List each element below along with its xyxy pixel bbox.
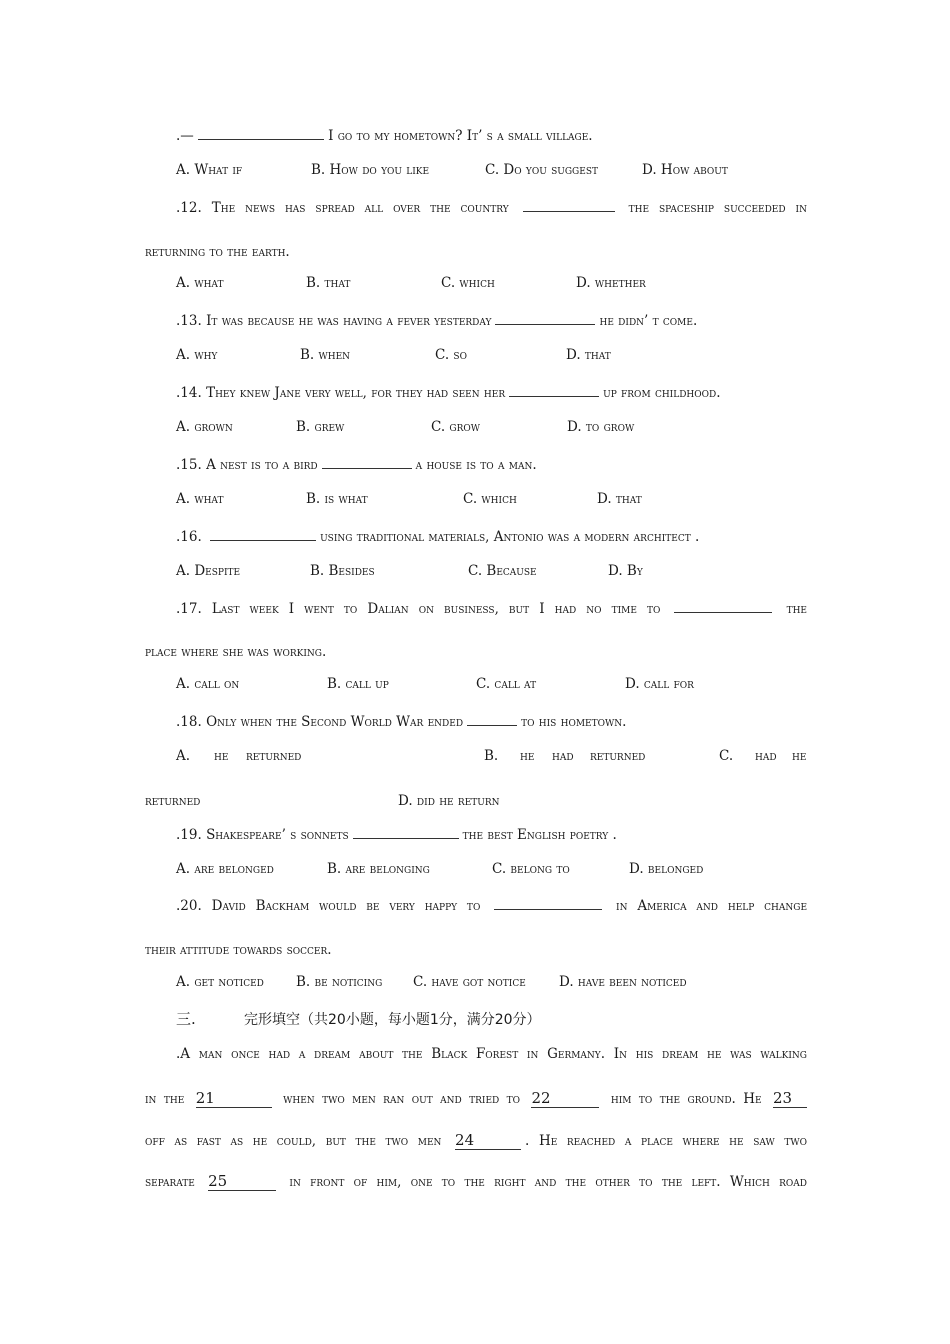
question-15-stem — [176, 454, 807, 474]
question-18-stem — [176, 711, 807, 731]
question-number: .19. — [176, 827, 202, 843]
question-19-options — [176, 860, 807, 878]
question-12-stem-cont: returning to the earth. — [145, 244, 290, 260]
answer-blank — [198, 125, 324, 140]
option-c: C. belong to — [492, 861, 570, 877]
answer-blank — [494, 895, 602, 910]
question-13-options — [176, 346, 807, 364]
option-c-word: he — [792, 748, 807, 764]
option-a: A. call on — [176, 676, 240, 692]
option-b: B. be noticing — [296, 974, 383, 990]
passage-line — [145, 1089, 807, 1108]
option-b-word: had — [552, 748, 574, 764]
question-15-options — [176, 490, 807, 508]
question-text: the spaceship succeeded in — [628, 200, 807, 216]
option-d: D. belonged — [629, 861, 704, 877]
option-d: D. whether — [576, 275, 646, 291]
passage-line — [145, 1172, 807, 1191]
answer-blank — [353, 824, 459, 839]
section-number: 三. — [176, 1010, 196, 1028]
option-a: A. Despite — [176, 563, 241, 579]
question-text: Only when the Second World War ended — [206, 714, 464, 730]
option-d: D. How about — [642, 162, 728, 178]
option-a: A. why — [176, 347, 218, 363]
option-c: C. grow — [431, 419, 481, 435]
question-text: up from childhood. — [603, 385, 721, 401]
cloze-blank-25: 25 — [208, 1172, 276, 1191]
option-c-word: returned — [145, 793, 201, 809]
option-b: B. is what — [306, 491, 368, 507]
option-d: D. call for — [625, 676, 694, 692]
option-b: B. How do you like — [311, 162, 430, 178]
question-number: .20. — [176, 898, 202, 914]
option-d: D. that — [597, 491, 642, 507]
question-17-stem-cont: place where she was working. — [145, 644, 327, 660]
option-a-word: he — [214, 748, 229, 764]
passage-text: separate — [145, 1174, 195, 1190]
option-d: D. have been noticed — [559, 974, 687, 990]
dash-lead: .— — [176, 128, 199, 144]
option-c: C. call at — [476, 676, 537, 692]
passage-text: off as fast as he could, but the two men — [145, 1133, 442, 1149]
answer-blank — [509, 382, 599, 397]
option-c: C. which — [441, 275, 495, 291]
passage-line: .A man once had a dream about the Black Forest in Germany. In his dream he was walking — [176, 1046, 807, 1062]
question-text: using traditional materials, Antonio was a modern architect . — [320, 529, 700, 545]
answer-blank — [523, 197, 615, 212]
option-a: A. What if — [176, 162, 243, 178]
question-20-options — [176, 973, 807, 991]
question-number: .12. — [176, 200, 202, 216]
answer-blank — [495, 310, 595, 325]
question-17-stem — [176, 598, 807, 618]
option-a: A. get noticed — [176, 974, 264, 990]
question-number: .15. — [176, 457, 202, 473]
option-c: C. so — [435, 347, 467, 363]
option-b-word: returned — [590, 748, 646, 764]
question-20-stem — [176, 895, 807, 915]
option-b: B. when — [300, 347, 351, 363]
option-b: B. Besides — [310, 563, 375, 579]
question-text: Last week I went to Dalian on business, but I had no time to — [211, 601, 661, 617]
section-title: 完形填空（共20小题，每小题1分，满分20分） — [244, 1012, 541, 1028]
option-d: D. By — [608, 563, 643, 579]
question-19-stem — [176, 824, 807, 844]
question-16-options — [176, 562, 807, 580]
question-text: I go to my hometown? It’ s a small village. — [328, 128, 593, 144]
question-14-options — [176, 418, 807, 436]
option-c: C. Because — [468, 563, 537, 579]
option-c: C. Do you suggest — [485, 162, 598, 178]
question-text: The news has spread all over the country — [211, 200, 509, 216]
option-a-word: returned — [246, 748, 302, 764]
question-text: David Backham would be very happy to — [211, 898, 481, 914]
question-text: the best English poetry . — [462, 827, 617, 843]
question-text: the — [786, 601, 807, 617]
passage-line — [145, 1131, 807, 1150]
option-b-word: he — [520, 748, 535, 764]
option-b: B. grew — [296, 419, 345, 435]
question-number: .13. — [176, 313, 202, 329]
question-11-stem — [176, 125, 807, 145]
question-17-options — [176, 675, 807, 693]
cloze-blank-23: 23 — [773, 1089, 807, 1108]
option-c-letter: C. — [719, 748, 734, 764]
option-c-word: had — [755, 748, 777, 764]
question-16-stem — [176, 526, 807, 546]
question-text: a house is to a man. — [415, 457, 537, 473]
answer-blank — [467, 711, 517, 726]
question-text: They knew Jane very well, for they had seen her — [206, 385, 506, 401]
question-number: .17. — [176, 601, 202, 617]
option-a: A. are belonged — [176, 861, 274, 877]
question-text: in America and help change — [616, 898, 808, 914]
option-b: B. that — [306, 275, 351, 291]
question-14-stem — [176, 382, 807, 402]
question-12-stem — [176, 197, 807, 217]
option-b-letter: B. — [484, 748, 499, 764]
option-a: A. what — [176, 491, 224, 507]
option-b: B. are belonging — [327, 861, 430, 877]
passage-text: in the — [145, 1091, 185, 1107]
question-12-options — [176, 274, 807, 292]
question-13-stem — [176, 310, 807, 330]
question-text: It was because he was having a fever yesterday — [206, 313, 492, 329]
cloze-blank-21: 21 — [196, 1089, 272, 1108]
passage-text: in front of him, one to the right and the other to the left. Which road — [289, 1174, 808, 1190]
question-text: A nest is to a bird — [206, 457, 318, 473]
question-number: .18. — [176, 714, 202, 730]
question-text: Shakespeare’ s sonnets — [206, 827, 349, 843]
section-heading — [176, 1010, 807, 1029]
question-number: .14. — [176, 385, 202, 401]
passage-text: . He reached a place where he saw two — [525, 1133, 807, 1149]
option-b: B. call up — [327, 676, 389, 692]
cloze-blank-22: 22 — [531, 1089, 599, 1108]
option-a: A. grown — [176, 419, 233, 435]
passage-text: him to the ground. He — [610, 1091, 762, 1107]
option-a-letter: A. — [176, 748, 191, 764]
question-text: he didn’ t come. — [599, 313, 698, 329]
option-d: D. to grow — [567, 419, 635, 435]
option-c: C. which — [463, 491, 517, 507]
option-d: D. did he return — [398, 793, 500, 809]
question-20-stem-cont: their attitude towards soccer. — [145, 942, 332, 958]
question-11-options — [176, 161, 807, 179]
option-a: A. what — [176, 275, 224, 291]
option-d: D. that — [566, 347, 611, 363]
passage-text: when two men ran out and tried to — [283, 1091, 521, 1107]
answer-blank — [674, 598, 772, 613]
question-text: to his hometown. — [521, 714, 627, 730]
option-c: C. have got notice — [413, 974, 526, 990]
cloze-blank-24: 24 — [455, 1131, 521, 1150]
answer-blank — [322, 454, 412, 469]
answer-blank — [210, 526, 316, 541]
question-number: .16. — [176, 529, 202, 545]
